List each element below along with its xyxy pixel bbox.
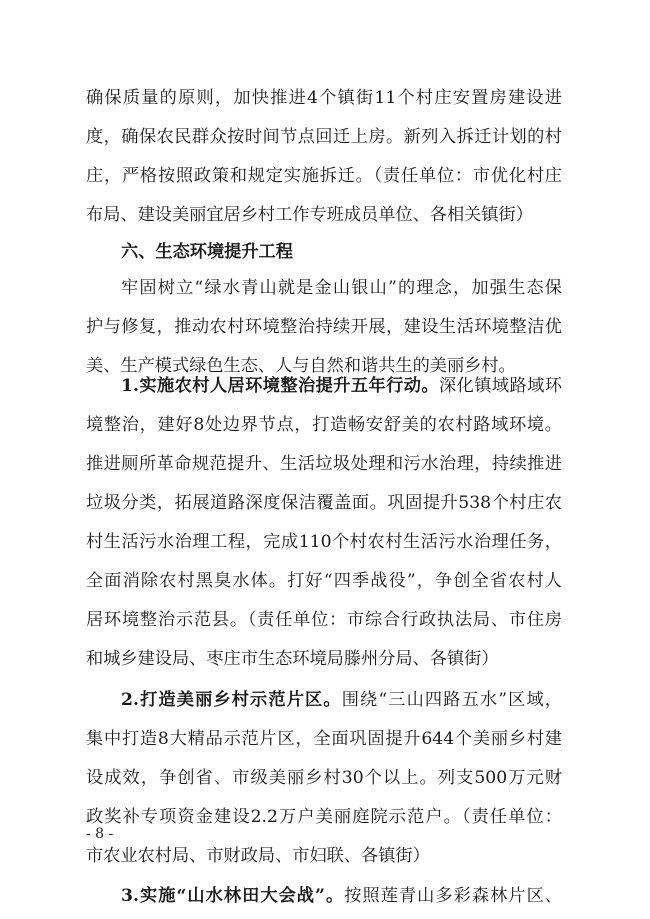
- paragraph-line: 庄，严格按照政策和规定实施拆迁。（责任单位：市优化村庄: [86, 166, 562, 186]
- subheading-line: [121, 370, 562, 402]
- paragraph-line: 全面消除农村黑臭水体。打好“四季战役”，争创全省农村人: [86, 571, 562, 591]
- subheading-text: 深化镇域路域环: [439, 376, 562, 396]
- paragraph-line: 村生活污水治理工程，完成110个村农村生活污水治理任务，: [86, 532, 562, 552]
- paragraph-line: 设成效，争创省、市级美丽乡村30个以上。列支500万元财: [86, 768, 562, 788]
- paragraph-line: 推进厕所革命规范提升、生活垃圾处理和污水治理，持续推进: [86, 454, 562, 474]
- paragraph-line: 护与修复，推动农村环境整治持续开展，建设生活环境整洁优: [86, 317, 562, 337]
- paragraph-line: 集中打造8大精品示范片区，全面巩固提升644个美丽乡村建: [86, 729, 562, 749]
- subheading-line: [121, 684, 562, 716]
- paragraph-line: 和城乡建设局、枣庄市生态环境局滕州分局、各镇街）: [86, 649, 499, 669]
- subheading-text: 围绕“三山四路五水”区域，: [341, 690, 562, 710]
- paragraph-line: 度，确保农民群众按时间节点回迁上房。新列入拆迁计划的村: [86, 127, 562, 147]
- subheading-text: 按照莲青山多彩森林片区、: [344, 886, 562, 906]
- paragraph-line: 市农业农村局、市财政局、市妇联、各镇街）: [86, 846, 430, 866]
- paragraph-line: 居环境整治示范县。（责任单位：市综合行政执法局、市住房: [86, 610, 562, 630]
- paragraph-line: 境整治，建好8处边界节点，打造畅安舒美的农村路域环境。: [86, 415, 562, 435]
- paragraph-line: 政奖补专项资金建设2.2万户美丽庭院示范户。（责任单位：: [86, 807, 562, 827]
- paragraph-line: 美、生产模式绿色生态、人与自然和谐共生的美丽乡村。: [86, 356, 516, 376]
- subheading-title: 2.打造美丽乡村示范片区。: [121, 690, 342, 710]
- subheading-line: [121, 880, 562, 912]
- paragraph-line: 牢固树立“绿水青山就是金山银山”的理念，加强生态保: [121, 278, 562, 298]
- subheading-title: 1.实施农村人居环境整治提升五年行动。: [121, 376, 440, 396]
- paragraph-line: 布局、建设美丽宜居乡村工作专班成员单位、各相关镇街）: [86, 205, 533, 225]
- subheading-title: 3.实施“山水林田大会战”。: [121, 886, 345, 906]
- section-heading: 六、生态环境提升工程: [121, 242, 293, 262]
- paragraph-line: 确保质量的原则，加快推进4个镇街11个村庄安置房建设进: [86, 88, 562, 108]
- page-number: - 8 -: [86, 826, 114, 842]
- paragraph-line: 垃圾分类，拓展道路深度保洁覆盖面。巩固提升538个村庄农: [86, 493, 562, 513]
